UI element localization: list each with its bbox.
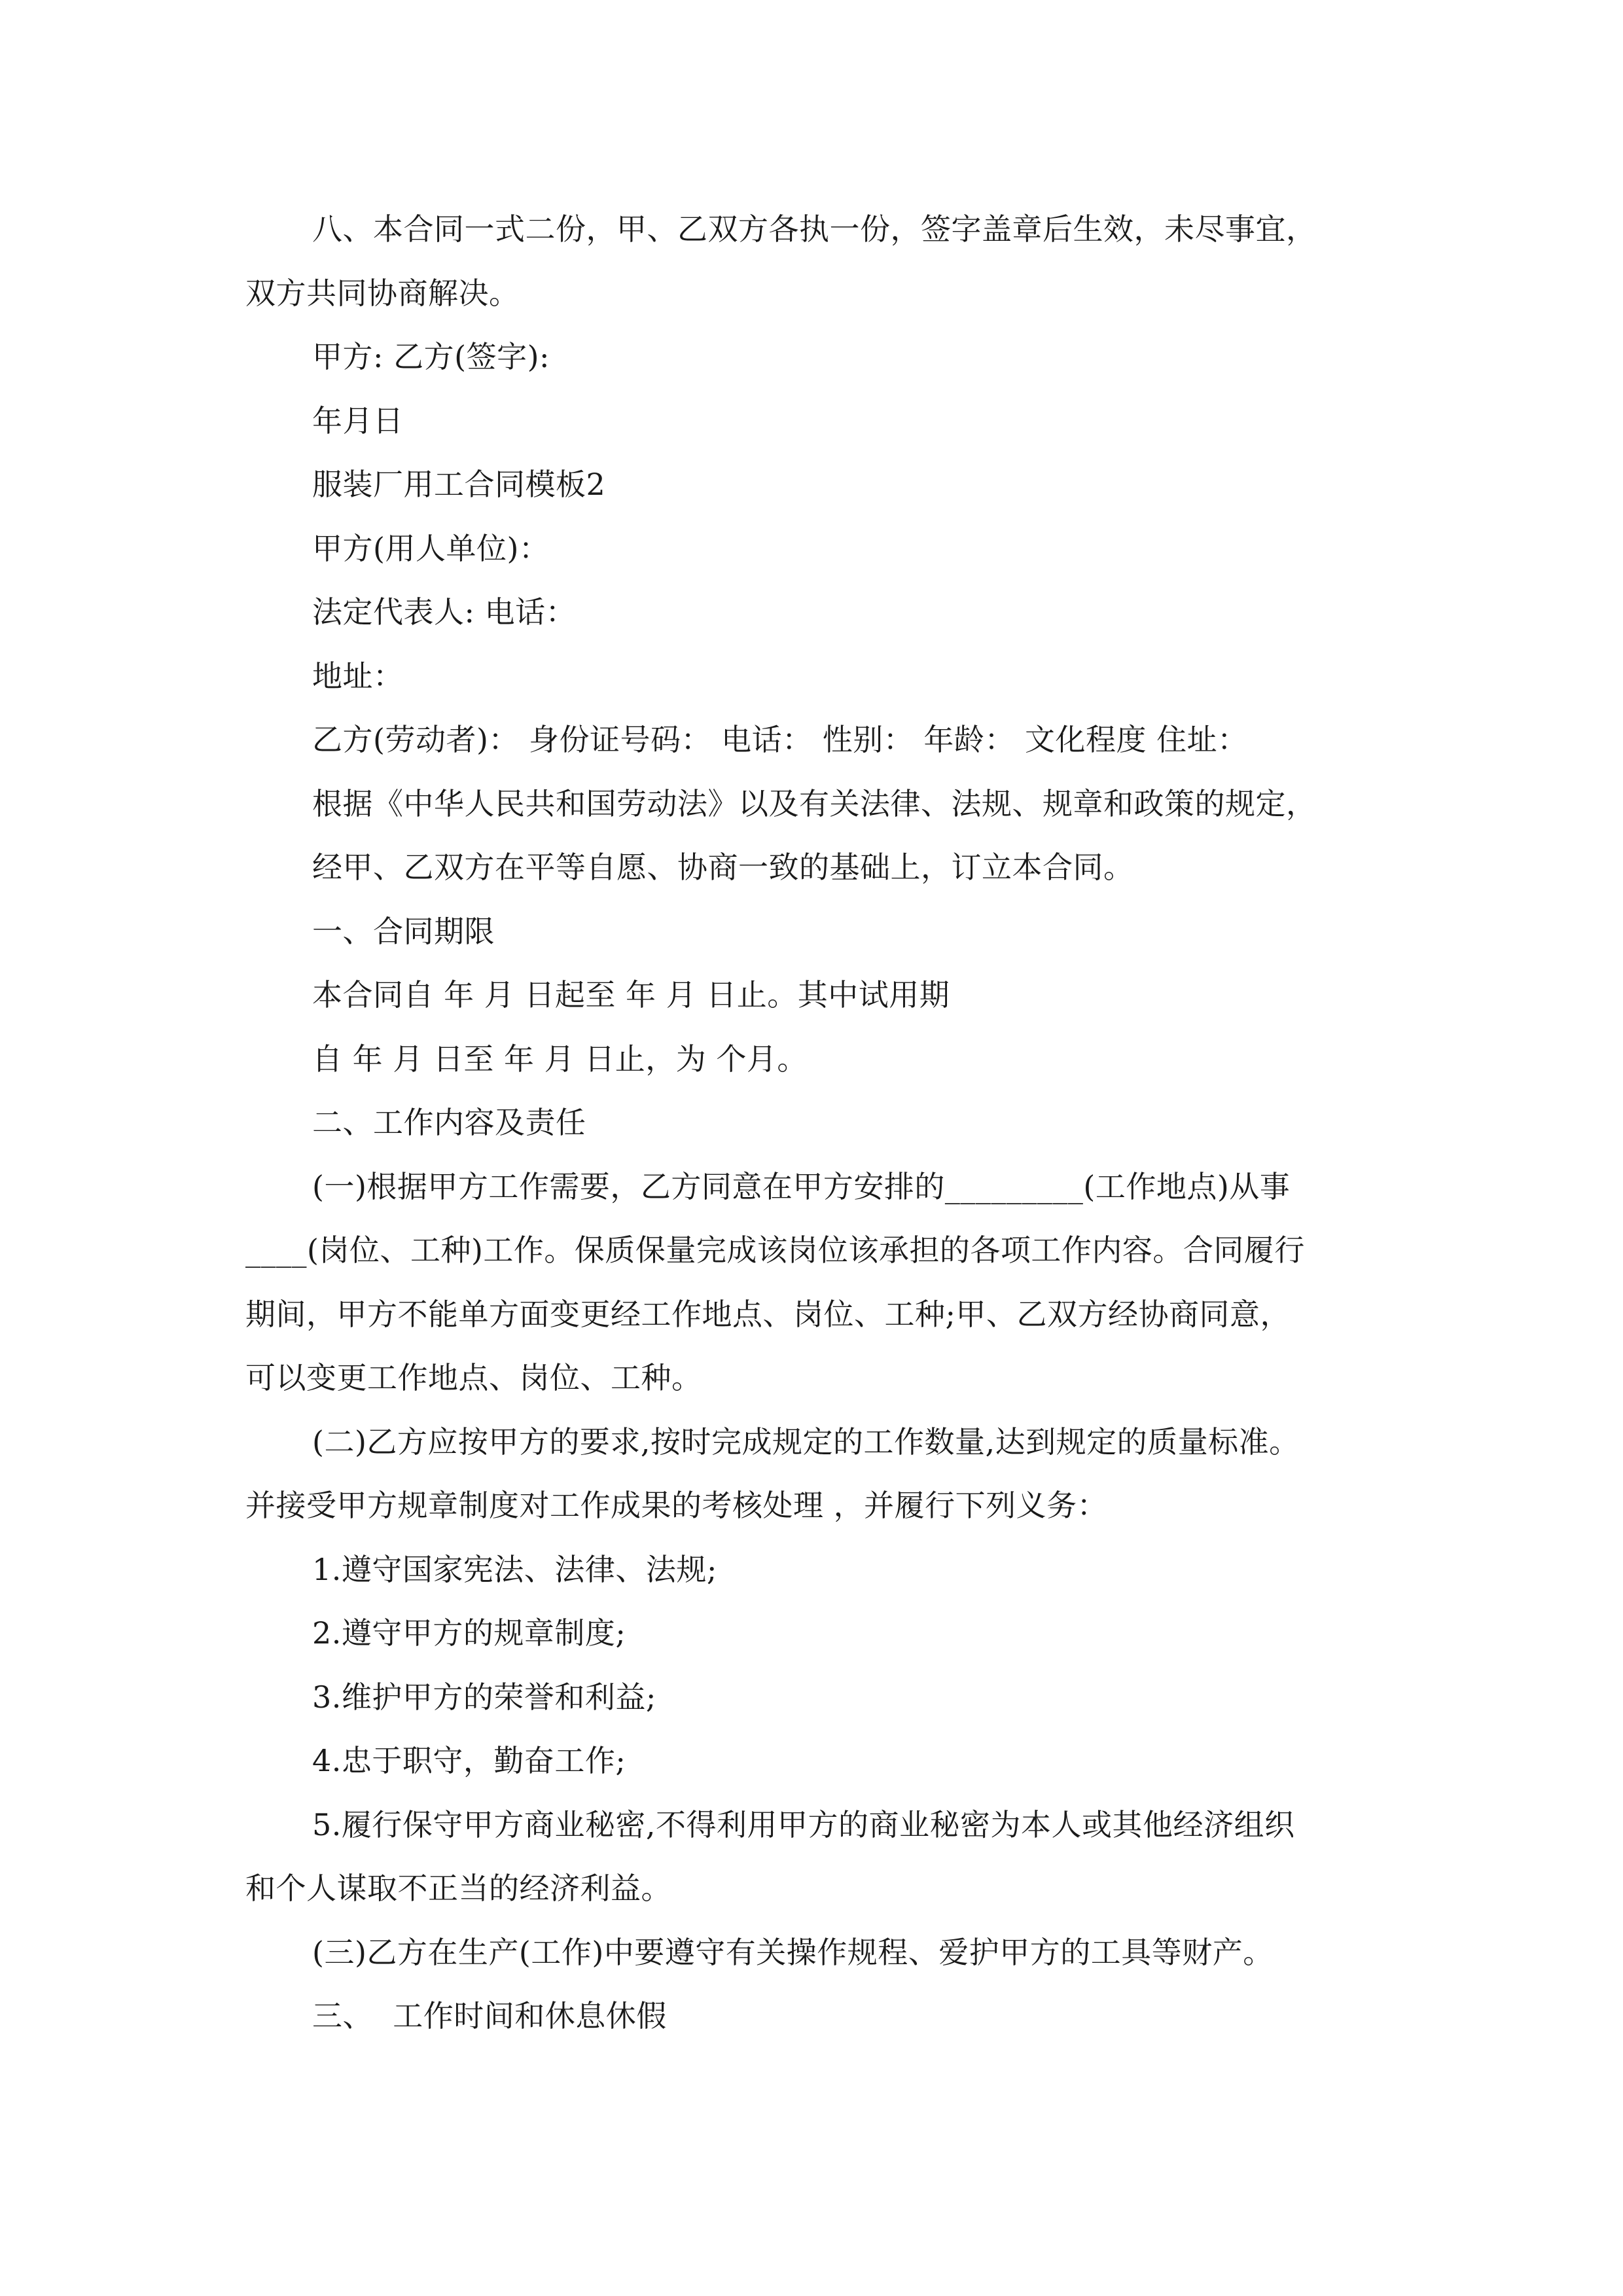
representative-line: 法定代表人: 电话： xyxy=(312,594,577,630)
text-line: ____(岗位、工种)工作。保质保量完成该岗位该承担的各项工作内容。合同履行 xyxy=(245,1232,1305,1268)
text-line: 并接受甲方规章制度对工作成果的考核处理 ，并履行下列义务： xyxy=(245,1488,1108,1523)
list-item: 4.忠于职守，勤奋工作; xyxy=(312,1743,626,1778)
text-line: 可以变更工作地点、岗位、工种。 xyxy=(245,1360,702,1395)
list-item: 5.履行保守甲方商业秘密,不得利用甲方的商业秘密为本人或其他经济组织 xyxy=(312,1806,1295,1842)
document-body xyxy=(245,198,1404,2049)
list-item: 2.遵守甲方的规章制度; xyxy=(312,1615,626,1651)
address-line: 地址： xyxy=(312,658,404,694)
text-line: 本合同自 年 月 日起至 年 月 日止。其中试用期 xyxy=(312,977,950,1013)
text-line: 八、本合同一式二份，甲、乙双方各执一份，签字盖章后生效，未尽事宜， xyxy=(312,211,1317,247)
text-line: 经甲、乙双方在平等自愿、协商一致的基础上，订立本合同。 xyxy=(312,850,1134,885)
party-b-line: 乙方(劳动者)： 身份证号码： 电话： 性别： 年龄： 文化程度 住址： xyxy=(312,722,1248,757)
text-line: (三)乙方在生产(工作)中要遵守有关操作规程、爱护甲方的工具等财产。 xyxy=(312,1934,1274,1970)
list-item: 3.维护甲方的荣誉和利益; xyxy=(312,1679,656,1715)
list-item: 1.遵守国家宪法、法律、法规; xyxy=(312,1551,717,1587)
text-line: 根据《中华人民共和国劳动法》以及有关法律、法规、规章和政策的规定， xyxy=(312,785,1317,821)
clause-heading: 二、工作内容及责任 xyxy=(312,1105,586,1140)
text-line: 期间，甲方不能单方面变更经工作地点、岗位、工种;甲、乙双方经协商同意， xyxy=(245,1296,1291,1332)
party-a-line: 甲方(用人单位)： xyxy=(312,530,550,566)
section-title: 服装厂用工合同模板2 xyxy=(312,467,606,502)
clause-heading: 三、 工作时间和休息休假 xyxy=(312,1998,667,2034)
text-line: 自 年 月 日至 年 月 日止，为 个月。 xyxy=(312,1041,808,1077)
clause-heading: 一、合同期限 xyxy=(312,913,495,949)
text-line: 双方共同协商解决。 xyxy=(245,275,520,311)
text-line: (一)根据甲方工作需要，乙方同意在甲方安排的_________(工作地点)从事 xyxy=(312,1168,1291,1204)
date-line: 年月日 xyxy=(312,403,404,439)
text-line: 和个人谋取不正当的经济利益。 xyxy=(245,1871,671,1906)
text-line: (二)乙方应按甲方的要求,按时完成规定的工作数量,达到规定的质量标准。 xyxy=(312,1424,1300,1460)
signature-line: 甲方: 乙方(签字): xyxy=(312,339,550,374)
